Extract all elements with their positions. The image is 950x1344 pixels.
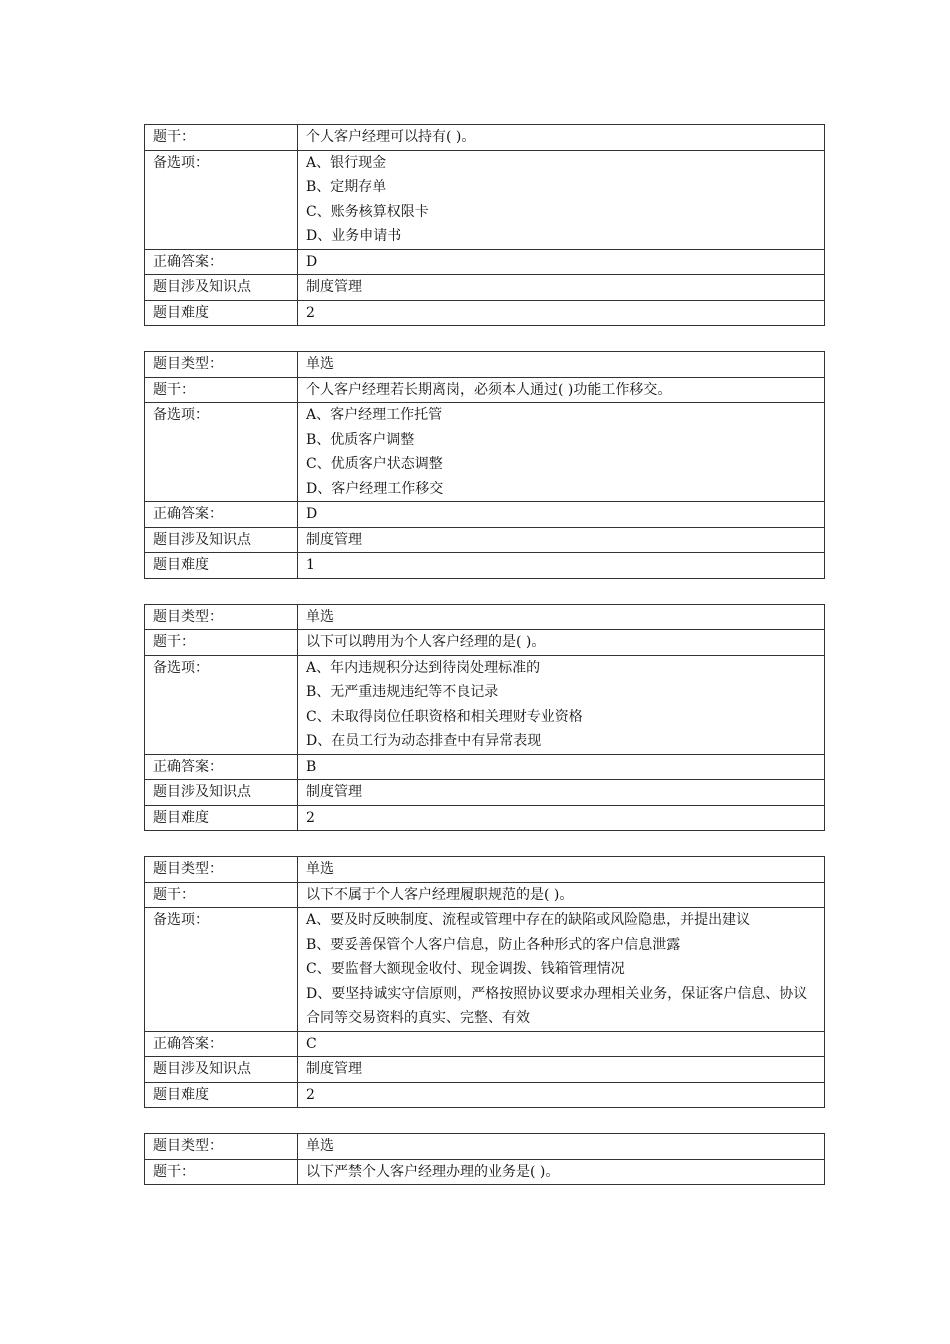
option-c: C、优质客户状态调整 bbox=[306, 456, 443, 472]
answer-label: 正确答案： bbox=[145, 754, 298, 780]
question-table bbox=[144, 856, 825, 1108]
option-b: B、优质客户调整 bbox=[306, 431, 415, 448]
option-c: C、要监督大额现金收付、现金调拨、钱箱管理情况 bbox=[306, 961, 625, 977]
difficulty-value: 2 bbox=[298, 300, 825, 326]
option-a: A、年内违规积分达到待岗处理标准的 bbox=[306, 659, 541, 676]
options-list bbox=[298, 150, 825, 249]
options-row bbox=[145, 150, 825, 249]
difficulty-label: 题目难度 bbox=[145, 553, 298, 579]
type-label: 题目类型： bbox=[145, 857, 298, 883]
option-d: D、业务申请书 bbox=[306, 228, 402, 244]
options-label: 备选项： bbox=[145, 908, 298, 1032]
option-b: B、定期存单 bbox=[306, 179, 387, 195]
answer-value: D bbox=[298, 502, 825, 528]
answer-value: C bbox=[298, 1031, 825, 1057]
stem-row bbox=[145, 630, 825, 656]
difficulty-value: 2 bbox=[298, 805, 825, 831]
question-table bbox=[144, 351, 825, 579]
stem-text: 以下不属于个人客户经理履职规范的是( )。 bbox=[298, 882, 825, 908]
type-row bbox=[145, 857, 825, 883]
difficulty-row bbox=[145, 1082, 825, 1108]
type-value: 单选 bbox=[298, 604, 825, 630]
stem-row bbox=[145, 882, 825, 908]
option-c: C、账务核算权限卡 bbox=[306, 203, 429, 220]
difficulty-value: 2 bbox=[298, 1082, 825, 1108]
knowledge-label: 题目涉及知识点 bbox=[145, 527, 298, 553]
answer-row bbox=[145, 249, 825, 275]
stem-label: 题干： bbox=[145, 1159, 298, 1185]
answer-label: 正确答案： bbox=[145, 1031, 298, 1057]
options-label: 备选项： bbox=[145, 403, 298, 502]
knowledge-value: 制度管理 bbox=[298, 275, 825, 301]
stem-text: 个人客户经理若长期离岗，必须本人通过( )功能工作移交。 bbox=[298, 377, 825, 403]
options-list bbox=[298, 908, 825, 1032]
type-row bbox=[145, 604, 825, 630]
options-row bbox=[145, 403, 825, 502]
knowledge-value: 制度管理 bbox=[298, 1057, 825, 1083]
options-row bbox=[145, 655, 825, 754]
option-d: D、客户经理工作移交 bbox=[306, 480, 444, 497]
options-list bbox=[298, 403, 825, 502]
answer-row bbox=[145, 754, 825, 780]
knowledge-label: 题目涉及知识点 bbox=[145, 1057, 298, 1083]
options-label: 备选项： bbox=[145, 655, 298, 754]
difficulty-row bbox=[145, 553, 825, 579]
type-row bbox=[145, 352, 825, 378]
options-label: 备选项： bbox=[145, 150, 298, 249]
option-a: A、要及时反映制度、流程或管理中存在的缺陷或风险隐患，并提出建议 bbox=[306, 912, 751, 928]
type-label: 题目类型： bbox=[145, 352, 298, 378]
question-table bbox=[144, 124, 825, 326]
answer-label: 正确答案： bbox=[145, 502, 298, 528]
stem-label: 题干： bbox=[145, 882, 298, 908]
knowledge-row bbox=[145, 780, 825, 806]
option-b: B、无严重违规违纪等不良记录 bbox=[306, 684, 499, 700]
stem-row bbox=[145, 1159, 825, 1185]
difficulty-value: 1 bbox=[298, 553, 825, 579]
knowledge-value: 制度管理 bbox=[298, 780, 825, 806]
stem-text: 以下可以聘用为个人客户经理的是( )。 bbox=[298, 630, 825, 656]
option-a: A、客户经理工作托管 bbox=[306, 407, 443, 423]
document-page bbox=[144, 124, 825, 1210]
answer-row bbox=[145, 1031, 825, 1057]
stem-row bbox=[145, 377, 825, 403]
stem-text: 以下严禁个人客户经理办理的业务是( )。 bbox=[298, 1159, 825, 1185]
question-table bbox=[144, 1133, 825, 1185]
type-value: 单选 bbox=[298, 352, 825, 378]
knowledge-label: 题目涉及知识点 bbox=[145, 780, 298, 806]
options-list bbox=[298, 655, 825, 754]
stem-row bbox=[145, 125, 825, 151]
type-value: 单选 bbox=[298, 1134, 825, 1160]
option-d: D、在员工行为动态排查中有异常表现 bbox=[306, 733, 542, 749]
answer-value: D bbox=[298, 249, 825, 275]
option-c: C、未取得岗位任职资格和相关理财专业资格 bbox=[306, 708, 583, 725]
type-label: 题目类型： bbox=[145, 1134, 298, 1160]
options-row bbox=[145, 908, 825, 1032]
knowledge-label: 题目涉及知识点 bbox=[145, 275, 298, 301]
knowledge-row bbox=[145, 275, 825, 301]
stem-label: 题干： bbox=[145, 377, 298, 403]
difficulty-row bbox=[145, 300, 825, 326]
stem-label: 题干： bbox=[145, 125, 298, 151]
option-d: D、要坚持诚实守信原则，严格按照协议要求办理相关业务，保证客户信息、协议合同等交易资料的真实、完整、有效 bbox=[306, 985, 808, 1026]
stem-text: 个人客户经理可以持有( )。 bbox=[298, 125, 825, 151]
type-row bbox=[145, 1134, 825, 1160]
difficulty-label: 题目难度 bbox=[145, 300, 298, 326]
option-a: A、银行现金 bbox=[306, 154, 387, 171]
type-value: 单选 bbox=[298, 857, 825, 883]
knowledge-row bbox=[145, 1057, 825, 1083]
answer-label: 正确答案： bbox=[145, 249, 298, 275]
type-label: 题目类型： bbox=[145, 604, 298, 630]
option-b: B、要妥善保管个人客户信息，防止各种形式的客户信息泄露 bbox=[306, 936, 681, 953]
difficulty-row bbox=[145, 805, 825, 831]
answer-value: B bbox=[298, 754, 825, 780]
difficulty-label: 题目难度 bbox=[145, 805, 298, 831]
stem-label: 题干： bbox=[145, 630, 298, 656]
question-table bbox=[144, 604, 825, 832]
knowledge-row bbox=[145, 527, 825, 553]
difficulty-label: 题目难度 bbox=[145, 1082, 298, 1108]
knowledge-value: 制度管理 bbox=[298, 527, 825, 553]
answer-row bbox=[145, 502, 825, 528]
